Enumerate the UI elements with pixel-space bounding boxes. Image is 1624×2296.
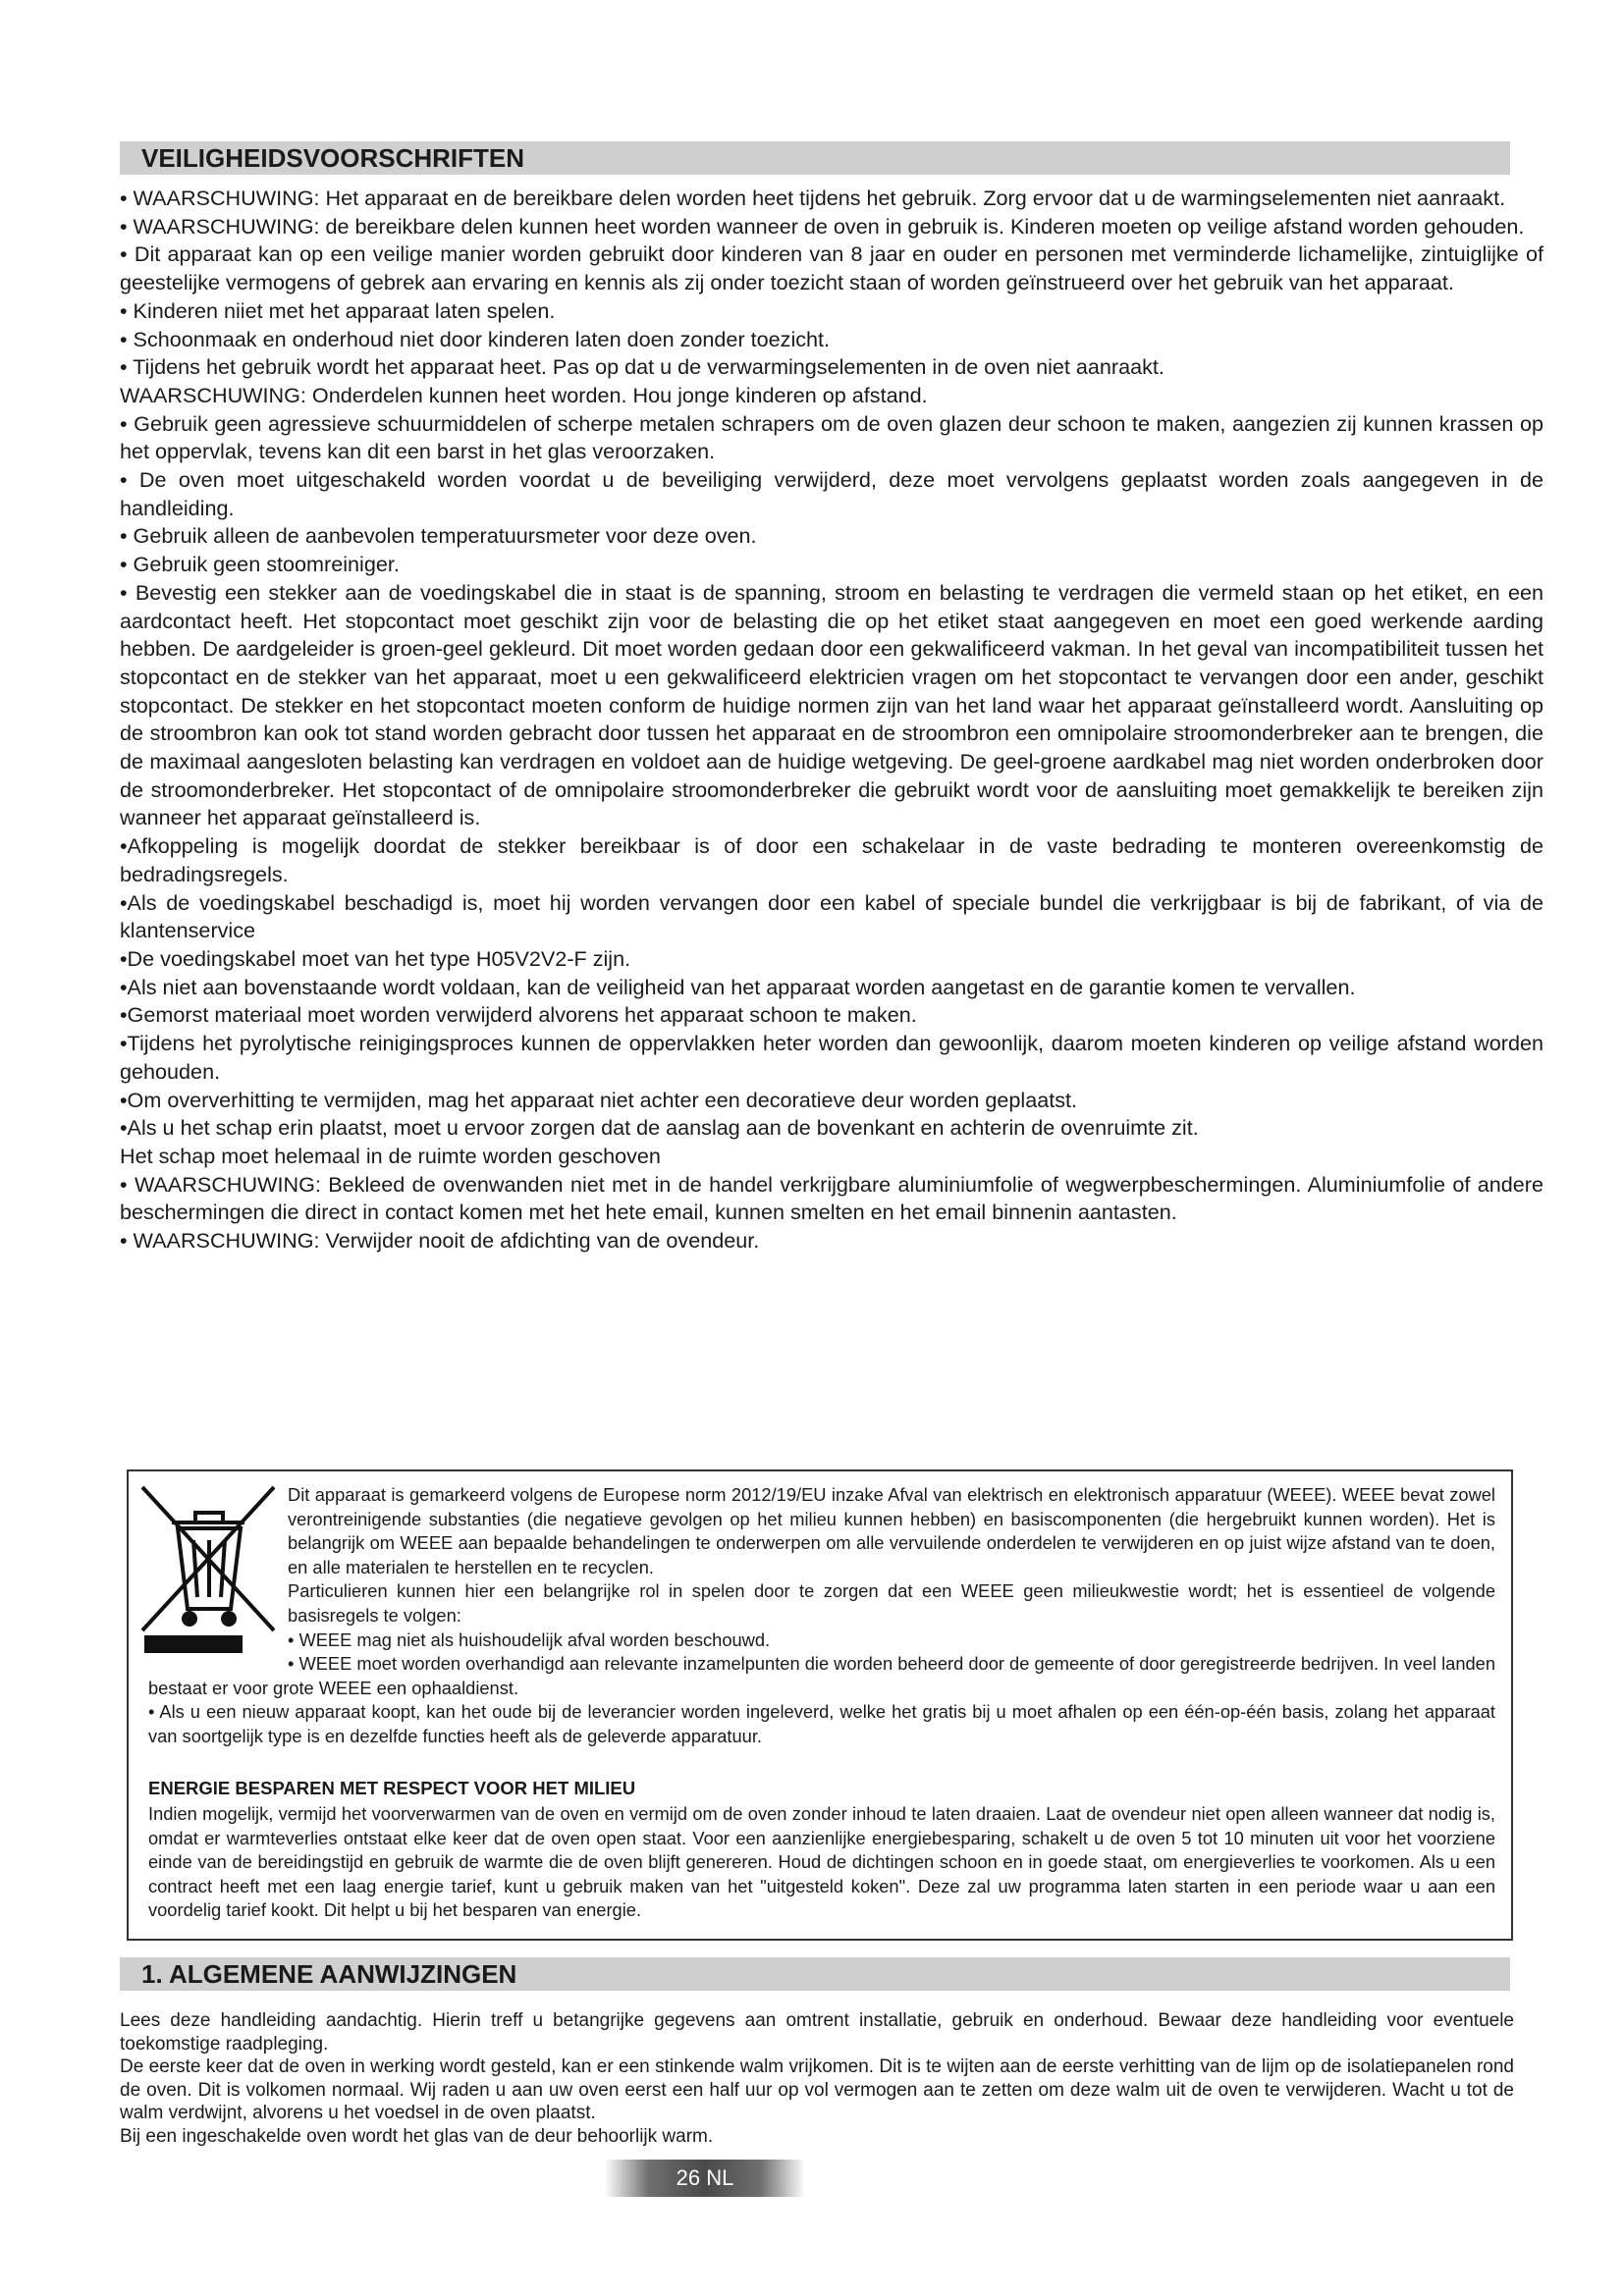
safety-paragraph: • WAARSCHUWING: de bereikbare delen kunnen heet worden wanneer de oven in gebruik is. Kinderen moeten op veilige afstand worden gehouden. bbox=[120, 213, 1525, 239]
weee-paragraph: Dit apparaat is gemarkeerd volgens de Europese norm 2012/19/EU inzake Afval van elektrisch en elektronisch apparatuur (WEEE). WEEE bevat zowel verontreinigende substanties (die negatieve gevolgen op het milieu kunnen hebben) en basiscomponenten (die hergebruikt kunnen worden). Het is belangrijk om WEEE aan bepaalde behandelingen te onderwerpen om alle vervuilende onderdelen te verwijderen en op juist wijze afstand van te doen, en alle materialen te herstellen en te recyclen. bbox=[288, 1484, 1495, 1577]
safety-paragraph: •De voedingskabel moet van het type H05V2V2-F zijn. bbox=[120, 945, 631, 971]
safety-paragraph: •Om oververhitting te vermijden, mag het apparaat niet achter een decoratieve deur worden geplaatst. bbox=[120, 1087, 1078, 1112]
safety-paragraph: • Kinderen niiet met het apparaat laten spelen. bbox=[120, 297, 556, 323]
general-instructions bbox=[120, 2009, 1514, 2148]
energy-saving-text: Indien mogelijk, vermijd het voorverwarmen van de oven en vermijd om de oven zonder inhoud te laten draaien. Laat de ovendeur niet open alleen wanneer dat nodig is, omdat er warmteverlies ontstaat elke keer dat de oven open staat. Voor een aanzienlijke energiebesparing, schakelt u de oven 5 tot 10 minuten uit voor het voorziene einde van de bereidingstijd en gebruik de warmte die de oven blijft genereren. Houd de dichtingen schoon en in goede staat, om energieverlies te voorkomen. Als u een contract heeft met een laag energie tarief, kunt u gebruik maken van het "uitgesteld koken". Deze zal uw programma laten starten in een periode waar u aan een voordelig tarief kookt. Dit helpt u bij het besparen van energie. bbox=[148, 1803, 1495, 1921]
safety-paragraph: WAARSCHUWING: Onderdelen kunnen heet worden. Hou jonge kinderen op afstand. bbox=[120, 382, 928, 407]
safety-paragraph: • Dit apparaat kan op een veilige manier worden gebruikt door kinderen van 8 jaar en ouder en personen met verminderde lichamelijke, zintuiglijke of geestelijke vermogens of gebrek aan ervaring en kennis als zij onder toezicht staan of worden geïnstrueerd over het gebruik van het apparaat. bbox=[120, 241, 1543, 295]
weee-text bbox=[148, 1483, 1495, 1749]
general-paragraph: Lees deze handleiding aandachtig. Hierin treff u betangrijke gegevens aan omtrent installatie, gebruik en onderhoud. Bewaar deze handleiding voor eventuele toekomstige raadpleging. bbox=[120, 2010, 1514, 2055]
safety-paragraph: •Als niet aan bovenstaande wordt voldaan, kan de veiligheid van het apparaat worden aangetast en de garantie komen te vervallen. bbox=[120, 974, 1356, 999]
safety-paragraph: • Gebruik geen agressieve schuurmiddelen of scherpe metalen schrapers om de oven glazen deur schoon te maken, aangezien zij kunnen krassen op het oppervlak, tevens kan dit een barst in het glas veroorzaken. bbox=[120, 410, 1543, 464]
weee-paragraph: Particulieren kunnen hier een belangrijke rol in spelen door te zorgen dat een WEEE geen milieukwestie wordt; het is essentieel de volgende basisregels te volgen: bbox=[288, 1580, 1495, 1626]
safety-paragraph: Het schap moet helemaal in de ruimte worden geschoven bbox=[120, 1143, 661, 1168]
safety-paragraph: • WAARSCHUWING: Verwijder nooit de afdichting van de ovendeur. bbox=[120, 1228, 760, 1254]
safety-paragraph: • Tijdens het gebruik wordt het apparaat heet. Pas op dat u de verwarmingselementen in de oven niet aanraakt. bbox=[120, 354, 1164, 380]
safety-paragraph: • Bevestig een stekker aan de voedingskabel die in staat is de spanning, stroom en belasting te verdragen die vermeld staan op het etiket, en een aardcontact heeft. Het stopcontact moet geschikt zijn voor de belasting die op het etiket staat aangegeven en moet een goed werkende aarding hebben. De aardgeleider is groen-geel gekleurd. Dit moet worden gedaan door een gekwalificeerd vakman. In het geval van incompatibiliteit tussen het stopcontact en de stekker van het apparaat, moet u een gekwalificeerd elektricien vragen om het stopcontact te vervangen door een ander, geschikt stopcontact. De stekker en het stopcontact moeten conform de huidige normen zijn van het land waar het apparaat geïnstalleerd wordt. Aansluiting op de stroombron kan ook tot stand worden gebracht door tussen het apparaat en de stroombron een omnipolaire stroomonderbreker aan te brengen, die de maximaal aangesloten belasting kan verdragen en voldoet aan de huidige wetgeving. De geel-groene aardkabel mag niet worden onderbroken door de stroomonderbreker. Het stopcontact of de omnipolaire stroomonderbreker die gebruikt wordt voor de aansluiting moet gemakkelijk te bereiken zijn wanneer het apparaat geïnstalleerd is. bbox=[120, 579, 1543, 830]
section-header-safety: VEILIGHEIDSVOORSCHRIFTEN bbox=[120, 141, 1510, 175]
safety-paragraph: • De oven moet uitgeschakeld worden voordat u de beveiliging verwijderd, deze moet vervolgens geplaatst worden zoals aangegeven in de handleiding. bbox=[120, 467, 1543, 520]
energy-saving-title: ENERGIE BESPAREN MET RESPECT VOOR HET MILIEU bbox=[148, 1778, 636, 1798]
safety-paragraph: •Gemorst materiaal moet worden verwijderd alvorens het apparaat schoon te maken. bbox=[120, 1002, 917, 1028]
section-header-general: 1. ALGEMENE AANWIJZINGEN bbox=[120, 1957, 1510, 1991]
safety-paragraph: •Als de voedingskabel beschadigd is, moet hij worden vervangen door een kabel of speciale bundel die verkrijgbaar is bij de fabrikant, of via de klantenservice bbox=[120, 889, 1543, 943]
weee-paragraph: • Als u een nieuw apparaat koopt, kan het oude bij de leverancier worden ingeleverd, welke het gratis bij u moet afhalen op een één-op-één basis, zolang het apparaat van soortgelijk type is en dezelfde functies heeft als de geleverde apparatuur. bbox=[148, 1701, 1495, 1746]
safety-instructions bbox=[120, 185, 1543, 1255]
safety-paragraph: •Als u het schap erin plaatst, moet u ervoor zorgen dat de aanslag aan de bovenkant en achterin de ovenruimte zit. bbox=[120, 1115, 1199, 1141]
page-number: 26 NL bbox=[605, 2160, 805, 2197]
weee-notice-box bbox=[127, 1469, 1513, 1941]
safety-paragraph: • WAARSCHUWING: Bekleed de ovenwanden niet met in de handel verkrijgbare aluminiumfolie of wegwerpbeschermingen. Aluminiumfolie of andere beschermingen die direct in contact komen met het hete email, kunnen smelten en het email binnenin aantasten. bbox=[120, 1171, 1543, 1225]
safety-paragraph: •Tijdens het pyrolytische reinigingsproces kunnen de oppervlakken heter worden dan gewoonlijk, daarom moeten kinderen op veilige afstand worden gehouden. bbox=[120, 1031, 1543, 1084]
weee-paragraph: • WEEE moet worden overhandigd aan relevante inzamelpunten die worden beheerd door de gemeente of door geregistreerde bedrijven. In veel landen bestaat er voor grote WEEE een ophaaldienst. bbox=[148, 1653, 1496, 1698]
weee-paragraph: • WEEE mag niet als huishoudelijk afval worden beschouwd. bbox=[288, 1629, 771, 1650]
safety-paragraph: • WAARSCHUWING: Het apparaat en de bereikbare delen worden heet tijdens het gebruik. Zorg ervoor dat u de warmingselementen niet aanraakt. bbox=[120, 186, 1506, 210]
safety-paragraph: • Gebruik alleen de aanbevolen temperatuursmeter voor deze oven. bbox=[120, 523, 757, 549]
general-paragraph: Bij een ingeschakelde oven wordt het glas van de deur behoorlijk warm. bbox=[120, 2125, 714, 2147]
safety-paragraph: • Schoonmaak en onderhoud niet door kinderen laten doen zonder toezicht. bbox=[120, 326, 831, 351]
safety-paragraph: •Afkoppeling is mogelijk doordat de stekker bereikbaar is of door een schakelaar in de vaste bedrading te monteren overeenkomstig de bedradingsregels. bbox=[120, 833, 1543, 886]
general-paragraph: De eerste keer dat de oven in werking wordt gesteld, kan er een stinkende walm vrijkomen. Dit is te wijten aan de eerste verhitting van de lijm op de isolatiepanelen rond de oven. Dit is volkomen normaal. Wij raden u aan uw oven eerst een half uur op vol vermogen aan te zetten om deze walm uit de oven te verwijderen. Wacht u tot de walm verdwijnt, alvorens u het voedsel in de oven plaatst. bbox=[120, 2056, 1514, 2123]
safety-paragraph: • Gebruik geen stoomreiniger. bbox=[120, 552, 400, 577]
